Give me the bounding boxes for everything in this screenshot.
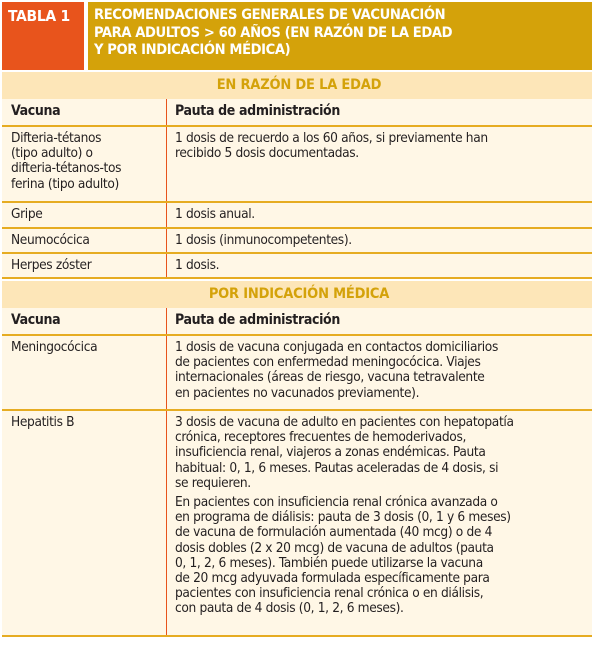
table-title-row (2, 2, 592, 70)
schedule-paragraph (175, 233, 586, 248)
schedule-line: En pacientes con insuficiencia renal crónica avanzada o (175, 494, 498, 511)
column-header-schedule: Pauta de administración (175, 103, 340, 119)
schedule-line: de 20 mcg adyuvada formulada específicamente para (175, 570, 490, 587)
schedule-cell (167, 254, 592, 277)
table-title-line: PARA ADULTOS > 60 AÑOS (EN RAZÓN DE LA EDAD (94, 23, 453, 41)
table-label: TABLA 1 (2, 2, 84, 70)
table-row (2, 229, 592, 254)
column-header-vaccine: Vacuna (2, 308, 167, 334)
table-row (2, 203, 592, 229)
schedule-paragraph (175, 495, 586, 617)
schedule-paragraph (175, 258, 586, 273)
vaccination-table (2, 2, 592, 637)
schedule-paragraph (175, 340, 586, 401)
schedule-line: crónica, receptores frecuentes de hemoderivados, (175, 429, 466, 446)
vaccine-name-line: Difteria-tétanos (11, 130, 102, 146)
vaccine-name-line: ferina (tipo adulto) (11, 175, 119, 192)
schedule-line: 1 dosis. (175, 257, 220, 273)
column-header-row (2, 99, 592, 127)
schedule-line: dosis dobles (2 x 20 mcg) de vacuna de adultos (pauta (175, 539, 494, 556)
schedule-cell (167, 411, 592, 635)
vaccine-name-line: (tipo adulto) o (11, 145, 93, 162)
schedule-line: 1 dosis de vacuna conjugada en contactos domiciliarios (175, 339, 498, 355)
vaccine-name-line: Herpes zóster (11, 257, 92, 273)
column-header-row (2, 308, 592, 336)
schedule-line: de pacientes con enfermedad meningocócica. Viajes (175, 354, 481, 371)
schedule-paragraph (175, 207, 586, 222)
schedule-line: 1 dosis (inmunocompetentes). (175, 232, 352, 248)
schedule-line: 0, 1, 2, 6 meses). También puede utilizarse la vacuna (175, 554, 483, 571)
section-title: EN RAZÓN DE LA EDAD (216, 77, 382, 93)
table-row (2, 127, 592, 203)
vaccine-name-line: difteria-tétanos-tos (11, 160, 122, 177)
vaccine-name-line: Meningocócica (11, 339, 98, 355)
schedule-cell (167, 229, 592, 252)
column-header-vaccine: Vacuna (2, 99, 167, 125)
table-body (2, 72, 592, 637)
vaccine-name-line: Hepatitis B (11, 414, 75, 430)
schedule-line: internacionales (áreas de riesgo, vacuna tetravalente (175, 369, 485, 386)
schedule-line: 1 dosis de recuerdo a los 60 años, si previamente han (175, 130, 488, 146)
schedule-line: recibido 5 dosis documentadas. (175, 145, 359, 162)
schedule-cell (167, 127, 592, 201)
schedule-cell (167, 336, 592, 409)
table-title-line: RECOMENDACIONES GENERALES DE VACUNACIÓN (94, 6, 446, 23)
schedule-line: en programa de diálisis: pauta de 3 dosis (0, 1 y 6 meses) (175, 509, 511, 526)
table-title (88, 2, 592, 70)
vaccine-name-cell (2, 411, 167, 635)
section-title: POR INDICACIÓN MÉDICA (208, 286, 390, 302)
vaccine-name-cell (2, 229, 167, 252)
schedule-line: 1 dosis anual. (175, 206, 255, 222)
schedule-paragraph (175, 415, 586, 491)
section-header (2, 281, 592, 308)
table-title-line: Y POR INDICACIÓN MÉDICA) (94, 41, 291, 58)
table-row (2, 411, 592, 637)
column-header-schedule: Pauta de administración (175, 312, 340, 328)
schedule-line: de vacuna de formulación aumentada (40 mcg) o de 4 (175, 524, 493, 541)
vaccine-name-cell (2, 254, 167, 277)
schedule-cell (167, 203, 592, 227)
schedule-paragraph (175, 131, 586, 161)
section-header (2, 72, 592, 99)
schedule-line: en pacientes no vacunados previamente). (175, 384, 420, 401)
schedule-line: se requieren. (175, 474, 251, 491)
vaccine-name-line: Gripe (11, 206, 43, 222)
schedule-line: insuficiencia renal, viajeros a zonas endémicas. Pauta (175, 444, 486, 461)
schedule-line: 3 dosis de vacuna de adulto en pacientes con hepatopatía (175, 414, 514, 430)
vaccine-name-cell (2, 127, 167, 201)
schedule-line: habitual: 0, 1, 6 meses. Pautas aceleradas de 4 dosis, si (175, 459, 499, 476)
vaccine-name-cell (2, 336, 167, 409)
schedule-line: pacientes con insuficiencia renal crónica o en diálisis, (175, 585, 484, 602)
table-row (2, 336, 592, 411)
vaccine-name-line: Neumocócica (11, 232, 90, 248)
vaccine-name-cell (2, 203, 167, 227)
schedule-line: con pauta de 4 dosis (0, 1, 2, 6 meses). (175, 600, 404, 617)
table-row (2, 254, 592, 279)
